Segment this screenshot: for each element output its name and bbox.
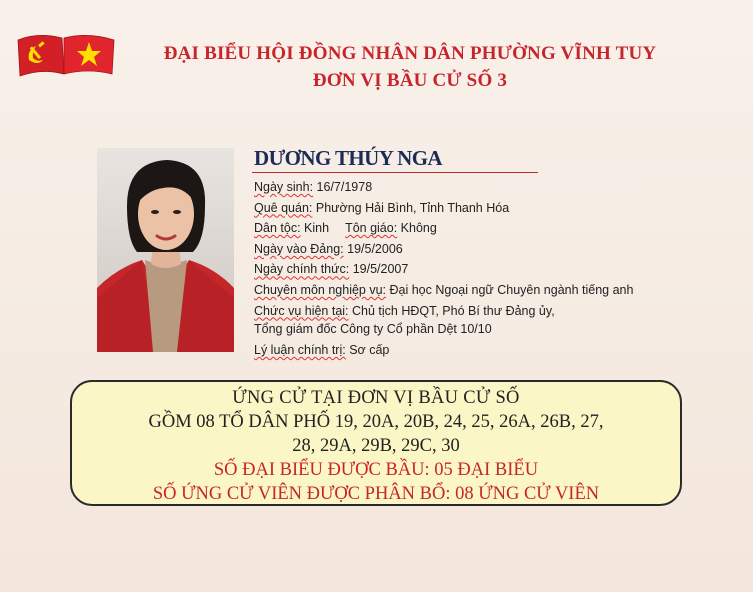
info-row-politics (254, 340, 724, 361)
ethnicity-value: Kinh (300, 221, 330, 236)
name-divider (252, 172, 538, 173)
district-line-3: 28, 29A, 29B, 29C, 30 (292, 436, 460, 456)
district-line-1: ỨNG CỬ TẠI ĐƠN VỊ BẦU CỬ SỐ (232, 388, 520, 408)
page-title (110, 40, 710, 94)
title-line-2: ĐƠN VỊ BẦU CỬ SỐ 3 (312, 70, 508, 91)
candidate-info (254, 177, 724, 361)
hometown-label: Quê quán: (254, 200, 313, 215)
religion-value: Không (397, 221, 437, 236)
position-value: Chủ tịch HĐQT, Phó Bí thư Đảng ủy, (348, 303, 555, 318)
info-row-position-cont (254, 321, 724, 340)
hometown-value: Phường Hải Bình, Tỉnh Thanh Hóa (312, 200, 510, 215)
info-row-ethnicity-religion (254, 218, 724, 239)
candidate-portrait (97, 148, 234, 352)
district-line-2: GỒM 08 TỔ DÂN PHỐ 19, 20A, 20B, 24, 25, 26A, 26B, 27, (148, 412, 604, 432)
politics-label: Lý luận chính trị: (254, 343, 346, 358)
official-value: 19/5/2007 (349, 262, 409, 277)
position-label: Chức vụ hiện tại: (254, 303, 349, 318)
party-join-value: 19/5/2006 (343, 241, 403, 256)
flags-emblem (14, 30, 118, 80)
ethnicity-label: Dân tộc: (254, 221, 301, 236)
info-row-position (254, 301, 724, 322)
info-row-party-join (254, 239, 724, 260)
national-flag-icon (64, 35, 114, 74)
profession-label: Chuyên môn nghiệp vụ: (254, 282, 387, 297)
electoral-district-box (70, 380, 682, 506)
info-row-profession (254, 280, 724, 301)
info-row-official (254, 259, 724, 280)
birth-label: Ngày sinh: (254, 180, 314, 194)
profession-value: Đại học Ngoại ngữ Chuyên ngành tiếng anh (386, 282, 634, 297)
official-label: Ngày chính thức: (254, 262, 350, 277)
party-join-label: Ngày vào Đảng: (254, 241, 344, 256)
politics-value: Sơ cấp (345, 343, 390, 358)
religion-label: Tôn giáo: (345, 221, 398, 236)
title-line-1: ĐẠI BIỂU HỘI ĐỒNG NHÂN DÂN PHƯỜNG VĨNH TUY (163, 43, 657, 64)
info-row-hometown (254, 198, 724, 219)
candidates-count-line: SỐ ỨNG CỬ VIÊN ĐƯỢC PHÂN BỔ: 08 ỨNG CỬ VIÊN (152, 484, 600, 504)
candidate-name: DƯƠNG THÚY NGA (254, 146, 442, 170)
party-flag-icon (18, 35, 64, 76)
birth-value: 16/7/1978 (313, 180, 373, 194)
info-row-birth (254, 177, 724, 198)
delegates-count-line: SỐ ĐẠI BIỂU ĐƯỢC BẦU: 05 ĐẠI BIỂU (213, 460, 539, 480)
position-value-continued: Tổng giám đốc Công ty Cổ phần Dệt 10/10 (254, 322, 492, 337)
